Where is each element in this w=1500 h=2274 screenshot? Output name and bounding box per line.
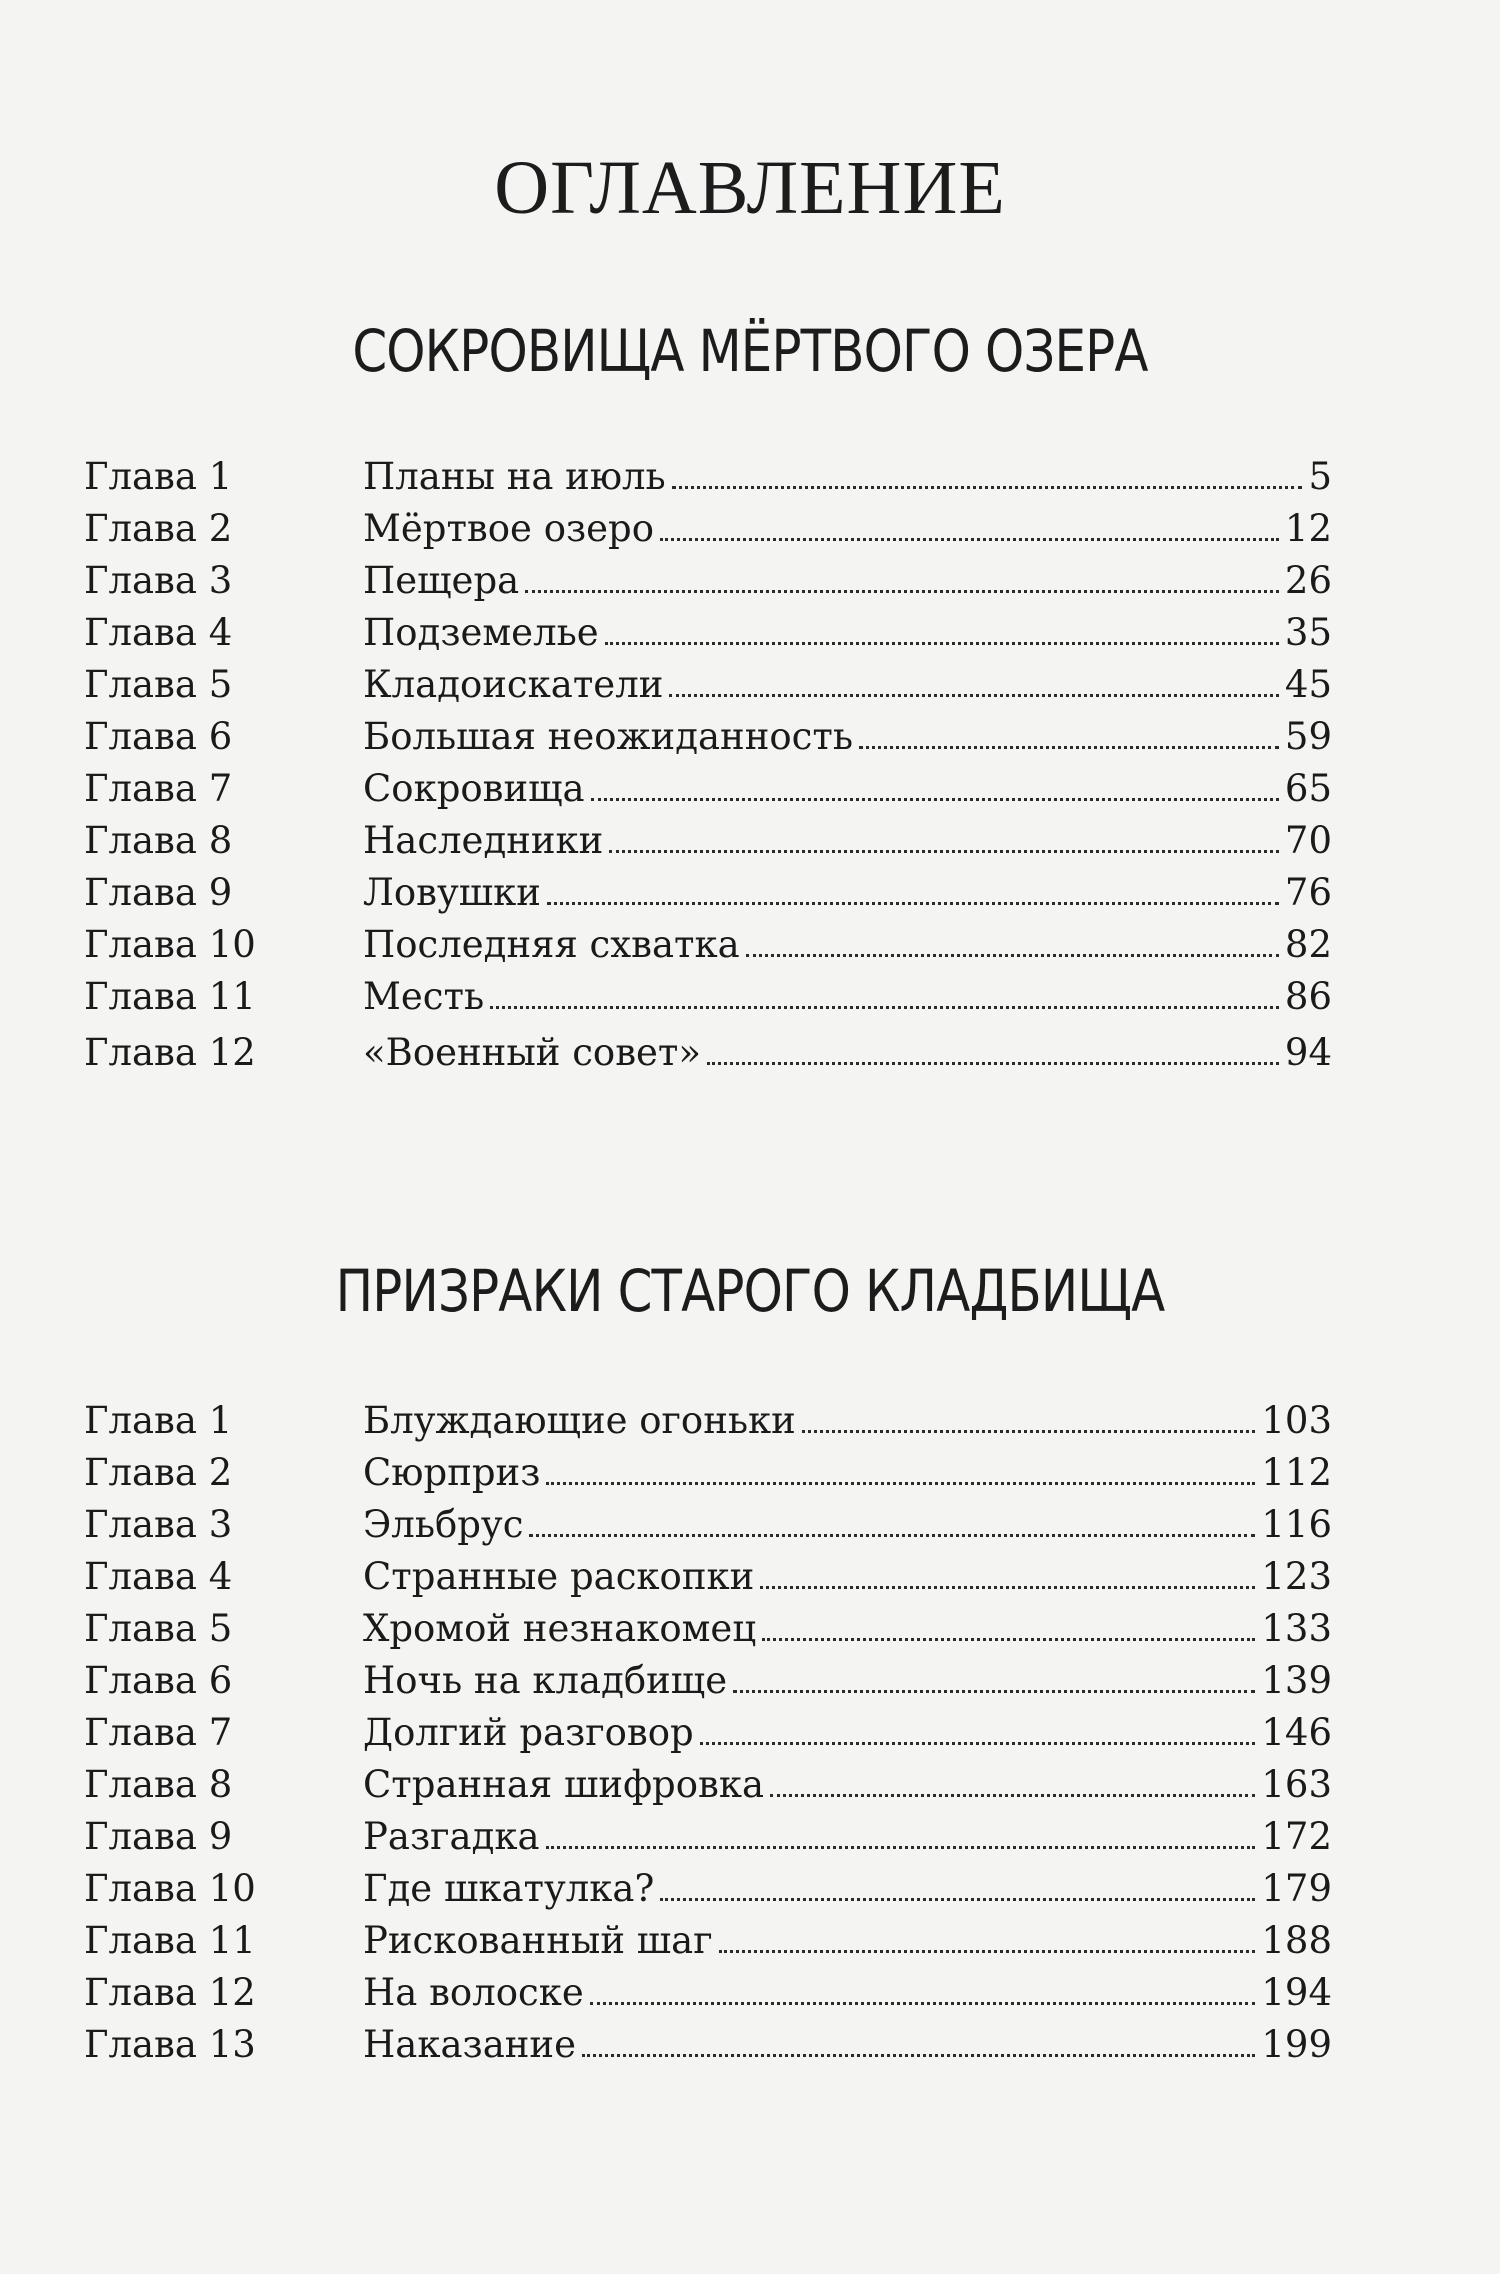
chapter-title: Рискованный шаг <box>363 1919 713 1962</box>
dot-leader <box>760 1586 1255 1589</box>
chapter-number: Глава 3 <box>84 1503 233 1546</box>
chapter-title: Большая неожиданность <box>363 715 853 758</box>
page-number: 65 <box>1284 767 1332 810</box>
page-number: 163 <box>1261 1763 1332 1806</box>
chapter-number: Глава 1 <box>84 455 233 498</box>
dot-leader <box>660 538 1279 541</box>
chapter-number: Глава 11 <box>84 975 256 1018</box>
dot-leader <box>546 1482 1255 1485</box>
dot-leader <box>733 1690 1255 1693</box>
chapter-number: Глава 9 <box>84 1815 233 1858</box>
toc-entry <box>84 1551 1332 1603</box>
page-number: 199 <box>1261 2023 1332 2066</box>
toc-entry <box>84 607 1332 659</box>
chapter-number: Глава 7 <box>84 767 233 810</box>
dot-leader <box>746 954 1279 957</box>
toc-entry <box>84 867 1332 919</box>
toc-entry <box>84 1447 1332 1499</box>
chapter-number: Глава 5 <box>84 1607 233 1650</box>
chapter-number: Глава 6 <box>84 715 233 758</box>
dot-leader <box>590 2002 1256 2005</box>
chapter-number: Глава 4 <box>84 611 233 654</box>
dot-leader <box>719 1950 1256 1953</box>
chapter-title: Месть <box>363 975 485 1018</box>
page-number: 179 <box>1261 1867 1332 1910</box>
chapter-title: Сюрприз <box>363 1451 541 1494</box>
toc-entry <box>84 503 1332 555</box>
toc-entry <box>84 1395 1332 1447</box>
chapter-number: Глава 2 <box>84 507 233 550</box>
section-title-2: ПРИЗРАКИ СТАРОГО КЛАДБИЩА <box>335 1257 1165 1325</box>
toc-entry <box>84 1707 1332 1759</box>
dot-leader <box>547 902 1279 905</box>
dot-leader <box>660 1898 1255 1901</box>
dot-leader <box>802 1430 1256 1433</box>
chapter-title: Где шкатулка? <box>363 1867 655 1910</box>
chapter-title: Сокровища <box>363 767 585 810</box>
chapter-title: Ловушки <box>363 871 541 914</box>
chapter-number: Глава 7 <box>84 1711 233 1754</box>
page-number: 86 <box>1284 975 1332 1018</box>
page-number: 103 <box>1261 1399 1332 1442</box>
dot-leader <box>762 1638 1255 1641</box>
page-number: 116 <box>1261 1503 1332 1546</box>
toc-entry <box>84 1863 1332 1915</box>
chapter-title: Хромой незнакомец <box>363 1607 757 1650</box>
toc-entry <box>84 555 1332 607</box>
page-number: 188 <box>1261 1919 1332 1962</box>
page-title: ОГЛАВЛЕНИЕ <box>494 146 1006 230</box>
page-number: 45 <box>1284 663 1332 706</box>
toc-list-2 <box>84 1395 1332 2071</box>
chapter-title: Долгий разговор <box>363 1711 694 1754</box>
toc-list-1 <box>84 451 1332 1079</box>
chapter-title: Пещера <box>363 559 520 602</box>
chapter-number: Глава 12 <box>84 1031 256 1074</box>
chapter-number: Глава 3 <box>84 559 233 602</box>
chapter-title: Наследники <box>363 819 604 862</box>
toc-entry <box>84 711 1332 763</box>
toc-entry <box>84 919 1332 971</box>
chapter-title: Наказание <box>363 2023 576 2066</box>
page-number: 76 <box>1284 871 1332 914</box>
toc-entry <box>84 1027 1332 1079</box>
dot-leader <box>859 746 1279 749</box>
chapter-title: На волоске <box>363 1971 584 2014</box>
toc-entry <box>84 659 1332 711</box>
page-number: 59 <box>1284 715 1332 758</box>
page-number: 194 <box>1261 1971 1332 2014</box>
toc-entry <box>84 971 1332 1023</box>
dot-leader <box>672 486 1303 489</box>
chapter-number: Глава 1 <box>84 1399 233 1442</box>
chapter-number: Глава 10 <box>84 1867 256 1910</box>
chapter-number: Глава 5 <box>84 663 233 706</box>
chapter-title: Ночь на кладбище <box>363 1659 728 1702</box>
page-number: 35 <box>1284 611 1332 654</box>
dot-leader <box>700 1742 1256 1745</box>
page-number: 133 <box>1261 1607 1332 1650</box>
dot-leader <box>591 798 1279 801</box>
toc-entry <box>84 763 1332 815</box>
chapter-number: Глава 9 <box>84 871 233 914</box>
dot-leader <box>582 2054 1255 2057</box>
dot-leader <box>546 1846 1256 1849</box>
page-number: 82 <box>1284 923 1332 966</box>
chapter-title: Мёртвое озеро <box>363 507 655 550</box>
toc-entry <box>84 815 1332 867</box>
toc-entry <box>84 1967 1332 2019</box>
toc-entry <box>84 1915 1332 1967</box>
chapter-title: Разгадка <box>363 1815 540 1858</box>
page-number: 70 <box>1284 819 1332 862</box>
chapter-title: «Военный совет» <box>363 1031 702 1074</box>
dot-leader <box>770 1794 1255 1797</box>
chapter-title: Странные раскопки <box>363 1555 755 1598</box>
chapter-number: Глава 4 <box>84 1555 233 1598</box>
dot-leader <box>529 1534 1255 1537</box>
chapter-title: Последняя схватка <box>363 923 740 966</box>
chapter-title: Эльбрус <box>363 1503 524 1546</box>
chapter-number: Глава 8 <box>84 1763 233 1806</box>
chapter-title: Блуждающие огоньки <box>363 1399 796 1442</box>
page-number: 5 <box>1308 455 1332 498</box>
dot-leader <box>490 1006 1279 1009</box>
section-title-1: СОКРОВИЩА МЁРТВОГО ОЗЕРА <box>352 317 1148 385</box>
page-number: 123 <box>1261 1555 1332 1598</box>
toc-entry <box>84 451 1332 503</box>
toc-entry <box>84 1811 1332 1863</box>
page-number: 94 <box>1284 1031 1332 1074</box>
page-number: 26 <box>1284 559 1332 602</box>
chapter-number: Глава 2 <box>84 1451 233 1494</box>
chapter-number: Глава 12 <box>84 1971 256 2014</box>
page-number: 12 <box>1284 507 1332 550</box>
chapter-title: Подземелье <box>363 611 599 654</box>
toc-entry <box>84 1603 1332 1655</box>
chapter-number: Глава 6 <box>84 1659 233 1702</box>
chapter-number: Глава 8 <box>84 819 233 862</box>
page-number: 146 <box>1261 1711 1332 1754</box>
page-number: 139 <box>1261 1659 1332 1702</box>
chapter-number: Глава 13 <box>84 2023 256 2066</box>
dot-leader <box>669 694 1279 697</box>
dot-leader <box>707 1062 1279 1065</box>
chapter-title: Странная шифровка <box>363 1763 765 1806</box>
dot-leader <box>605 642 1279 645</box>
dot-leader <box>525 590 1279 593</box>
chapter-number: Глава 11 <box>84 1919 256 1962</box>
page-number: 112 <box>1261 1451 1332 1494</box>
page-number: 172 <box>1261 1815 1332 1858</box>
chapter-number: Глава 10 <box>84 923 256 966</box>
toc-entry <box>84 1499 1332 1551</box>
chapter-title: Планы на июль <box>363 455 666 498</box>
toc-entry <box>84 1655 1332 1707</box>
dot-leader <box>609 850 1279 853</box>
toc-entry <box>84 1759 1332 1811</box>
toc-entry <box>84 2019 1332 2071</box>
chapter-title: Кладоискатели <box>363 663 664 706</box>
